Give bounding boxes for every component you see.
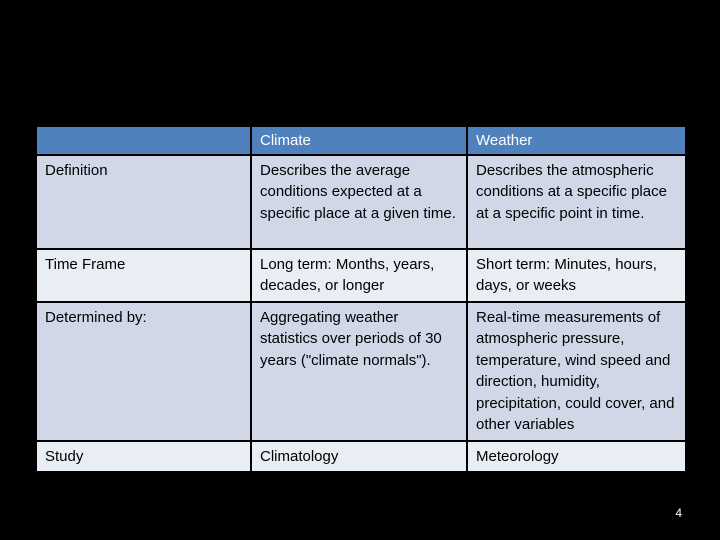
row-label: Determined by: bbox=[36, 302, 251, 441]
climate-cell: Aggregating weather statistics over periods of 30 years ("climate normals"). bbox=[251, 302, 467, 441]
row-label: Definition bbox=[36, 155, 251, 249]
header-weather: Weather bbox=[467, 126, 686, 155]
header-climate: Climate bbox=[251, 126, 467, 155]
climate-cell: Long term: Months, years, decades, or longer bbox=[251, 249, 467, 302]
page-number: 4 bbox=[675, 506, 682, 520]
weather-cell: Meteorology bbox=[467, 441, 686, 473]
row-label: Time Frame bbox=[36, 249, 251, 302]
table-row-time-frame bbox=[36, 249, 686, 302]
table-row-definition bbox=[36, 155, 686, 249]
table-header-row bbox=[36, 126, 686, 155]
weather-cell: Short term: Minutes, hours, days, or weeks bbox=[467, 249, 686, 302]
row-label: Study bbox=[36, 441, 251, 473]
weather-cell: Describes the atmospheric conditions at a specific place at a specific point in time. bbox=[467, 155, 686, 249]
weather-cell: Real-time measurements of atmospheric pressure, temperature, wind speed and direction, humidity, precipitation, could cover, and other variables bbox=[467, 302, 686, 441]
climate-cell: Climatology bbox=[251, 441, 467, 473]
comparison-table bbox=[35, 125, 687, 473]
table-row-determined-by bbox=[36, 302, 686, 441]
table-row-study bbox=[36, 441, 686, 473]
climate-cell: Describes the average conditions expected at a specific place at a given time. bbox=[251, 155, 467, 249]
header-empty-cell bbox=[36, 126, 251, 155]
